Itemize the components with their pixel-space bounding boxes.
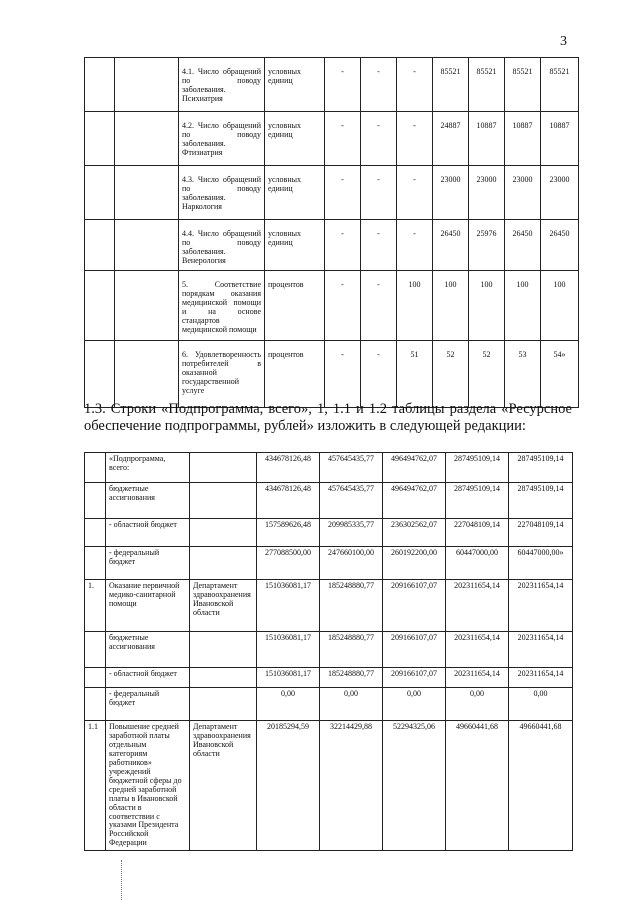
indicator-value: -: [397, 58, 433, 112]
table-row: [85, 632, 573, 668]
indicator-value: 100: [469, 271, 505, 341]
funding-value: 185248880,77: [320, 668, 383, 688]
amendment-paragraph: 1.3. Строки «Подпрограмма, всего», 1, 1.1 и 1.2 таблицы раздела «Ресурсное обеспечение подпрограммы, рублей» изложить в следующей редакции:: [84, 401, 572, 434]
indicator-value: 100: [433, 271, 469, 341]
funding-value: 32214429,88: [320, 721, 383, 851]
funding-value: 202311654,14: [446, 580, 509, 632]
table-row: [85, 688, 573, 721]
indicator-value: -: [361, 271, 397, 341]
funding-value: 0,00: [257, 688, 320, 721]
row-name: Оказание первичной медико-санитарной помощи: [106, 580, 190, 632]
table-row: [85, 58, 579, 112]
funding-value: 209166107,07: [383, 580, 446, 632]
indicator-value: 85521: [505, 58, 541, 112]
indicator-value: 26450: [505, 220, 541, 271]
indicator-value: -: [325, 166, 361, 220]
funding-value: 457645435,77: [320, 453, 383, 483]
funding-value: 202311654,14: [509, 580, 573, 632]
table-row: [85, 668, 573, 688]
table-row: [85, 220, 579, 271]
indicator-name: 4.1. Число обращений по поводу заболевания. Психиатрия: [179, 58, 265, 112]
indicator-value: -: [325, 58, 361, 112]
indicator-value: -: [325, 220, 361, 271]
row-name: - федеральный бюджет: [106, 547, 190, 580]
indicator-value: 10887: [469, 112, 505, 166]
row-name: «Подпрограмма, всего:: [106, 453, 190, 483]
indicator-value: -: [397, 166, 433, 220]
funding-value: 60447000,00»: [509, 547, 573, 580]
funding-value: 202311654,14: [446, 632, 509, 668]
row-executor: Департамент здравоохранения Ивановской области: [190, 580, 257, 632]
indicators-table: [84, 57, 579, 408]
row-name: Повышение средней заработной платы отдельным категориям работников» учреждений бюджетной сферы до средней заработной платы в Ивановской области в соответствии с указами Президента Российской Федерации: [106, 721, 190, 851]
funding-value: 49660441,68: [446, 721, 509, 851]
indicator-value: 100: [541, 271, 579, 341]
indicator-value: 23000: [505, 166, 541, 220]
indicator-unit: условных единиц: [265, 220, 325, 271]
page-number: 3: [560, 34, 567, 49]
indicator-value: 100: [397, 271, 433, 341]
funding-value: 185248880,77: [320, 580, 383, 632]
table-row: [85, 271, 579, 341]
table-row: [85, 453, 573, 483]
funding-value: 202311654,14: [509, 668, 573, 688]
row-number: [85, 688, 106, 721]
indicator-unit: процентов: [265, 341, 325, 408]
row-executor: [190, 483, 257, 519]
indicator-name: 4.4. Число обращений по поводу заболевания. Венерология: [179, 220, 265, 271]
funding-value: 287495109,14: [509, 453, 573, 483]
table-row: [85, 547, 573, 580]
funding-value: 236302562,07: [383, 519, 446, 547]
indicator-value: 53: [505, 341, 541, 408]
row-executor: Департамент здравоохранения Ивановской области: [190, 721, 257, 851]
indicator-value: 100: [505, 271, 541, 341]
indicator-value: -: [325, 341, 361, 408]
blank-cell: [85, 341, 115, 408]
indicator-value: 54»: [541, 341, 579, 408]
blank-cell: [115, 58, 179, 112]
indicator-value: -: [361, 58, 397, 112]
row-name: - областной бюджет: [106, 668, 190, 688]
funding-value: 151036081,17: [257, 580, 320, 632]
indicator-value: 10887: [505, 112, 541, 166]
indicator-value: -: [361, 166, 397, 220]
indicator-value: 10887: [541, 112, 579, 166]
indicator-unit: процентов: [265, 271, 325, 341]
blank-cell: [85, 271, 115, 341]
funding-value: 157589626,48: [257, 519, 320, 547]
indicator-unit: условных единиц: [265, 112, 325, 166]
indicator-unit: условных единиц: [265, 58, 325, 112]
indicator-value: 85521: [541, 58, 579, 112]
funding-value: 227048109,14: [509, 519, 573, 547]
indicator-value: 52: [469, 341, 505, 408]
indicator-value: 51: [397, 341, 433, 408]
row-number: [85, 632, 106, 668]
indicator-value: -: [397, 112, 433, 166]
funding-value: 209985335,77: [320, 519, 383, 547]
funding-value: 287495109,14: [509, 483, 573, 519]
funding-value: 202311654,14: [509, 632, 573, 668]
row-executor: [190, 453, 257, 483]
table-row: [85, 483, 573, 519]
indicator-value: -: [325, 271, 361, 341]
row-number: [85, 547, 106, 580]
row-number: [85, 668, 106, 688]
funding-value: 151036081,17: [257, 668, 320, 688]
funding-value: 434678126,48: [257, 483, 320, 519]
funding-value: 0,00: [446, 688, 509, 721]
indicator-value: 23000: [541, 166, 579, 220]
blank-cell: [115, 220, 179, 271]
row-executor: [190, 688, 257, 721]
blank-cell: [115, 341, 179, 408]
funding-value: 49660441,68: [509, 721, 573, 851]
row-executor: [190, 632, 257, 668]
table-row: [85, 721, 573, 851]
indicator-value: 85521: [433, 58, 469, 112]
funding-value: 0,00: [509, 688, 573, 721]
funding-value: 185248880,77: [320, 632, 383, 668]
indicator-value: -: [397, 220, 433, 271]
funding-value: 202311654,14: [446, 668, 509, 688]
table-row: [85, 580, 573, 632]
funding-value: 52294325,06: [383, 721, 446, 851]
table-row: [85, 341, 579, 408]
funding-value: 457645435,77: [320, 483, 383, 519]
funding-value: 287495109,14: [446, 483, 509, 519]
blank-cell: [115, 166, 179, 220]
funding-value: 227048109,14: [446, 519, 509, 547]
blank-cell: [85, 112, 115, 166]
funding-value: 287495109,14: [446, 453, 509, 483]
funding-value: 496494762,07: [383, 453, 446, 483]
blank-cell: [85, 58, 115, 112]
funding-value: 434678126,48: [257, 453, 320, 483]
row-name: бюджетные ассигнования: [106, 483, 190, 519]
indicator-value: 52: [433, 341, 469, 408]
row-number: [85, 453, 106, 483]
funding-value: 260192200,00: [383, 547, 446, 580]
indicator-value: -: [361, 341, 397, 408]
indicator-value: 25976: [469, 220, 505, 271]
funding-value: 20185294,59: [257, 721, 320, 851]
indicator-value: -: [361, 220, 397, 271]
funding-value: 60447000,00: [446, 547, 509, 580]
indicator-name: 4.3. Число обращений по поводу заболевания. Наркология: [179, 166, 265, 220]
funding-value: 209166107,07: [383, 668, 446, 688]
indicator-value: 26450: [541, 220, 579, 271]
indicator-value: 23000: [433, 166, 469, 220]
table-row: [85, 519, 573, 547]
blank-cell: [115, 112, 179, 166]
indicator-value: 26450: [433, 220, 469, 271]
table-row: [85, 166, 579, 220]
indicator-name: 6. Удовлетворенность потребителей в оказанной государственной услуге: [179, 341, 265, 408]
indicator-value: 24887: [433, 112, 469, 166]
funding-value: 496494762,07: [383, 483, 446, 519]
row-number: [85, 483, 106, 519]
indicator-name: 4.2. Число обращений по поводу заболевания. Фтизиатрия: [179, 112, 265, 166]
blank-cell: [85, 220, 115, 271]
indicator-value: 23000: [469, 166, 505, 220]
funding-value: 277088500,00: [257, 547, 320, 580]
row-executor: [190, 519, 257, 547]
scan-mark: [121, 860, 123, 900]
blank-cell: [85, 166, 115, 220]
row-executor: [190, 547, 257, 580]
funding-value: 0,00: [320, 688, 383, 721]
indicator-value: 85521: [469, 58, 505, 112]
row-number: [85, 519, 106, 547]
table-row: [85, 112, 579, 166]
funding-value: 209166107,07: [383, 632, 446, 668]
indicator-value: -: [325, 112, 361, 166]
row-number: 1.1: [85, 721, 106, 851]
funding-value: 247660100,00: [320, 547, 383, 580]
funding-value: 0,00: [383, 688, 446, 721]
row-number: 1.: [85, 580, 106, 632]
resource-table: [84, 452, 573, 851]
row-executor: [190, 668, 257, 688]
indicator-value: -: [361, 112, 397, 166]
row-name: - федеральный бюджет: [106, 688, 190, 721]
indicator-name: 5. Соответствие порядкам оказания медицинской помощи и на основе стандартов медицинской помощи: [179, 271, 265, 341]
funding-value: 151036081,17: [257, 632, 320, 668]
row-name: - областной бюджет: [106, 519, 190, 547]
row-name: бюджетные ассигнования: [106, 632, 190, 668]
indicator-unit: условных единиц: [265, 166, 325, 220]
blank-cell: [115, 271, 179, 341]
